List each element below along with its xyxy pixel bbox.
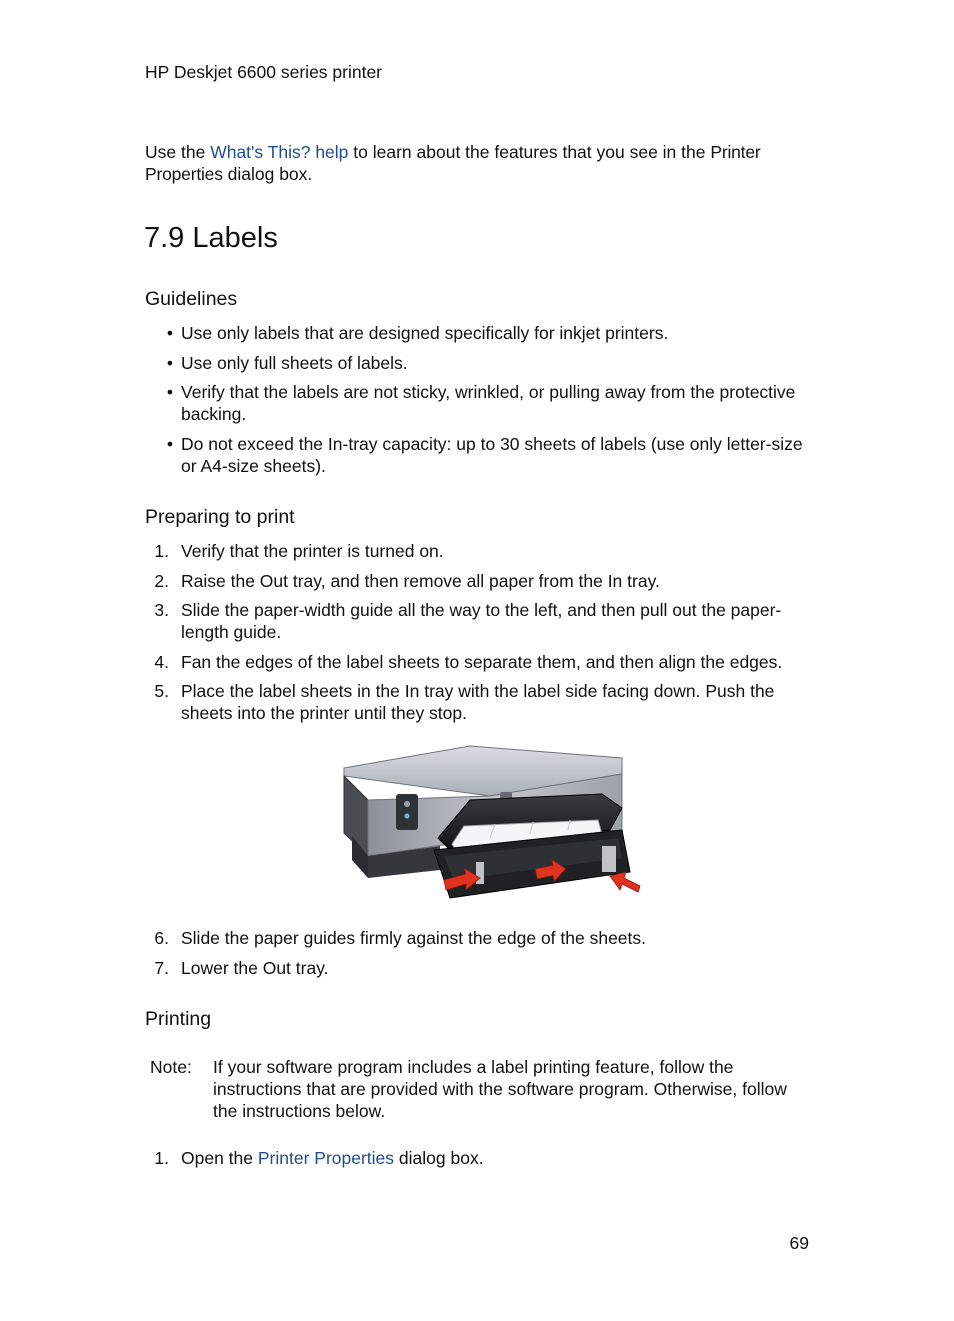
note-block [150, 1056, 815, 1122]
list-item: • Use only labels that are designed specifically for inkjet printers. [145, 322, 815, 344]
bullet-marker: • [166, 433, 173, 454]
guidelines-heading: Guidelines [145, 288, 238, 310]
list-item: 2. Raise the Out tray, and then remove all paper from the In tray. [154, 570, 660, 591]
list-item: 3. Slide the paper-width guide all the way to the left, and then pull out the paper-length guide. [154, 600, 782, 642]
list-item: 6. Slide the paper guides firmly against the edge of the sheets. [154, 928, 647, 948]
list-item: 1. Verify that the printer is turned on. [154, 541, 444, 561]
whats-this-help-link[interactable]: What's This? help [210, 142, 349, 162]
bullet-marker: • [166, 323, 173, 343]
intro-text-post: dialog box. [222, 164, 313, 184]
list-item: 5. Place the label sheets in the In tray with the label side facing down. Push the sheets into the printer until they stop. [154, 681, 775, 723]
page-number: 69 [789, 1233, 809, 1253]
guidelines-list [145, 322, 815, 484]
note-label: Note: [150, 1057, 192, 1077]
preparing-steps-list [145, 540, 815, 732]
printer-properties-link[interactable]: Printer Properties [257, 1148, 395, 1168]
preparing-steps-list-continued [145, 927, 815, 986]
list-item: 7. Lower the Out tray. [154, 957, 329, 978]
list-item: • Use only full sheets of labels. [145, 352, 815, 374]
intro-paragraph [145, 141, 815, 185]
list-item: 4. Fan the edges of the label sheets to separate them, and then align the edges. [154, 651, 783, 672]
intro-text-mid: to learn about the features that you see in the [348, 142, 711, 162]
printing-steps-list [145, 1147, 815, 1177]
running-header: HP Deskjet 6600 series printer [145, 62, 383, 82]
printing-heading: Printing [145, 1008, 212, 1030]
printer-properties-term: Printer Properties [145, 142, 761, 184]
list-item: 1. Open the Printer Properties dialog box. [154, 1148, 484, 1168]
list-item: • Do not exceed the In-tray capacity: up to 30 sheets of labels (use only letter-size or A4-size sheets). [145, 433, 815, 477]
preparing-heading: Preparing to print [145, 506, 295, 528]
printer-loading-labels-image [340, 738, 652, 903]
bullet-marker: • [166, 352, 173, 373]
note-text: If your software program includes a label printing feature, follow the instructions that are provided with the software program. Otherwise, follow the instructions below. [213, 1057, 787, 1121]
list-item: • Verify that the labels are not sticky, wrinkled, or pulling away from the protective backing. [145, 381, 815, 425]
intro-text-pre: Use the [145, 142, 211, 162]
bullet-marker: • [166, 382, 173, 402]
printer-illustration [340, 738, 652, 908]
section-title: 7.9 Labels [144, 222, 278, 254]
